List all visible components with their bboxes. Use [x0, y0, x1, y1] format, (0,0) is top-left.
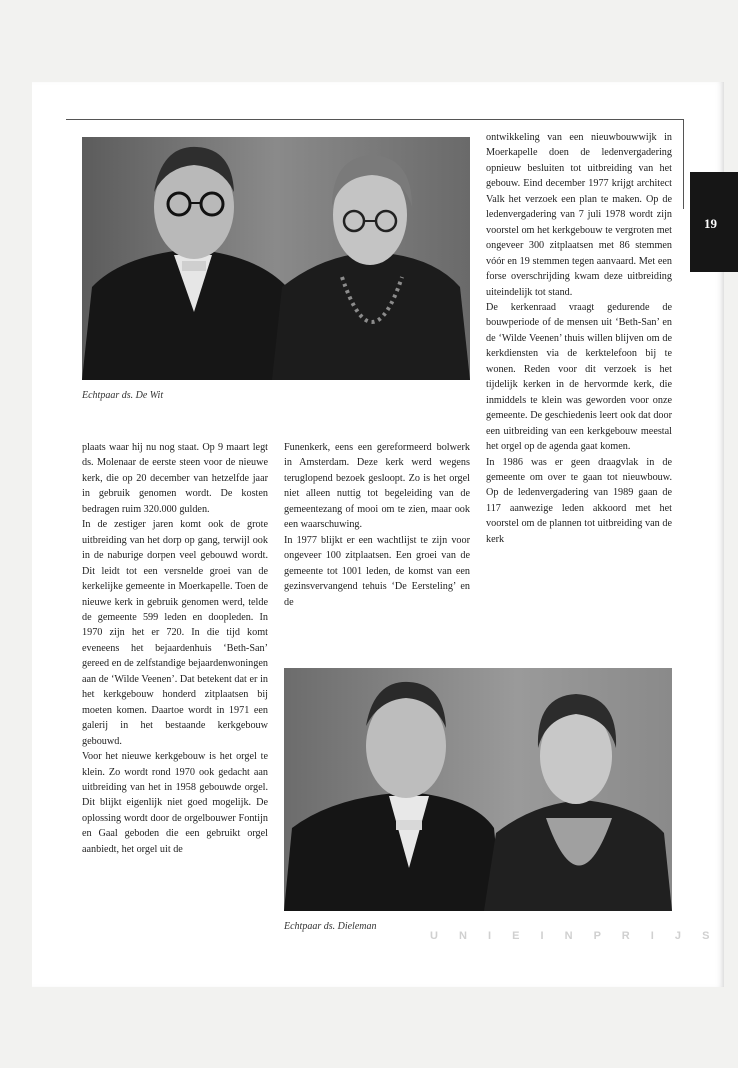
paragraph: De kerkenraad vraagt gedurende de bouwperiode of de mensen uit ‘Beth-San’ en de ‘Wilde Veenen’ thuis willen blijven om de kerkdiensten via de kerktelefoon bij te wonen. Reden voor dit verzoek is het tijdelijk kerken in de hervormde kerk, die inmiddels te klein was geworden voor onze gemeente. De geschiedenis leert ook dat door een uitbreiding van een kerkgebouw meestal het orgel op de agenda gaat komen. [486, 301, 672, 453]
caption-dieleman: Echtpaar ds. Dieleman [284, 921, 377, 932]
paragraph: In 1986 was er geen draagvlak in de gemeente om over te gaan tot nieuwbouw. Op de ledenvergadering van 1989 gaan de 117 aanwezige leden akkoord met het voorstel om de plannen tot uitbreiding van de kerk [486, 456, 672, 545]
paragraph: ontwikkeling van een nieuwbouwwijk in Moerkapelle doen de ledenvergadering opnieuw besluiten tot uitbreiding van het gebouw. Eind december 1977 krijgt architect Valk het verzoek een plan te maken. Op de ledenvergadering van 7 juli 1978 wordt zijn voorstel om het kerkgebouw te vergroten met ongeveer 300 zitplaatsen met 86 stemmen vóór en 19 stemmen tegen aanvaard. Met een forse overschrijding kwam deze uitbreiding uiteindelijk tot stand. [486, 132, 672, 298]
paragraph: plaats waar hij nu nog staat. Op 9 maart legt ds. Molenaar de eerste steen voor de nieuwe kerk, die op 20 december van hetzelfde jaar in gebruik genomen wordt. De kosten bedragen ruim 320.000 gulden. [82, 442, 268, 515]
page-number-tab [690, 172, 738, 272]
footer-watermark: U N I E I N P R I J S [430, 930, 719, 942]
paragraph: Voor het nieuwe kerkgebouw is het orgel te klein. Zo wordt rond 1970 ook gedacht aan uitbreiding van het in 1958 gebouwde orgel. Dit blijkt eigenlijk niet goed mogelijk. De oplossing wordt door de orgelbouwer Fontijn en Gaal geboden die een gebruikt orgel aanbiedt, het orgel uit de [82, 751, 268, 855]
photo-couple-dieleman [284, 668, 672, 911]
paragraph: In 1977 blijkt er een wachtlijst te zijn voor ongeveer 100 zitplaatsen. Een groei van de gemeente tot 1001 leden, de komst van een gezinsvervangend tehuis ‘De Eersteling’ en de [284, 534, 470, 608]
paragraph: In de zestiger jaren komt ook de grote uitbreiding van het dorp op gang, terwijl ook in de naburige dorpen veel gebouwd wordt. Dit leidt tot een versnelde groei van de kerkelijke gemeente in Moerkapelle. Toen de nieuwe kerk in gebruik genomen werd, telde de gemeente 599 leden en doopleden. In 1970 zijn het er 720. In die tijd komt eveneens het bejaardenhuis ‘Beth-San’ gereed en de zelfstandige bejaardenwoningen aan de ‘Wilde Veenen’. Dat betekent dat er in het kerkgebouw honderd zitplaatsen bij moeten komen. Daartoe wordt in 1971 een galerij in het bestaande kerkgebouw gebouwd. [82, 519, 268, 747]
paragraph: Funenkerk, eens een gereformeerd bolwerk in Amsterdam. Deze kerk werd wegens teruglopend bezoek gesloopt. Zo is het orgel niet alleen nuttig tot begeleiding van de gemeentezang of mooi om te zien, maar ook een waarschuwing. [284, 442, 470, 531]
text-column-middle [284, 440, 470, 610]
page-number: 19 [704, 216, 717, 231]
caption-de-wit: Echtpaar ds. De Wit [82, 390, 164, 401]
text-column-left [82, 440, 268, 857]
photo-couple-de-wit [82, 137, 470, 380]
text-column-right [486, 130, 672, 547]
tab-connector-rule [683, 119, 684, 209]
top-rule [66, 119, 684, 120]
